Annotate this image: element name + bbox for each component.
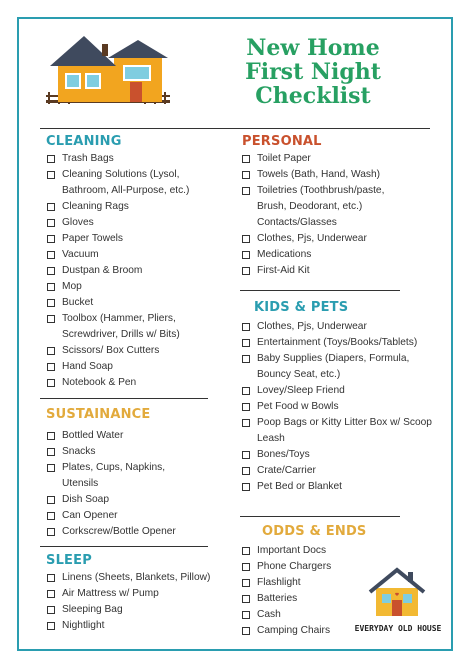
title-line-2: First Night bbox=[245, 59, 381, 85]
checklist-item[interactable] bbox=[46, 508, 176, 524]
divider bbox=[40, 398, 208, 399]
item-label: Cash bbox=[257, 609, 281, 620]
checkbox[interactable] bbox=[242, 595, 250, 603]
item-label: Bones/Toys bbox=[257, 449, 310, 460]
checklist-item-continuation bbox=[46, 327, 189, 343]
section-heading-kids-pets: KIDS & PETS bbox=[254, 300, 349, 315]
checklist-item-continuation bbox=[46, 183, 189, 199]
checkbox[interactable] bbox=[47, 590, 55, 598]
checkbox[interactable] bbox=[47, 203, 55, 211]
item-label: Linens (Sheets, Blankets, Pillow) bbox=[62, 572, 211, 583]
checklist-item[interactable] bbox=[46, 444, 176, 460]
checkbox[interactable] bbox=[47, 299, 55, 307]
logo-house-icon bbox=[368, 566, 426, 618]
section-heading-cleaning: CLEANING bbox=[46, 134, 122, 149]
checkbox[interactable] bbox=[242, 403, 250, 411]
item-label: Air Mattress w/ Pump bbox=[62, 588, 159, 599]
checklist-item[interactable] bbox=[241, 383, 432, 399]
checklist-item-continuation bbox=[241, 367, 432, 383]
item-label: Bouncy Seat, etc.) bbox=[257, 369, 341, 380]
checkbox[interactable] bbox=[242, 267, 250, 275]
item-label: Leash bbox=[257, 433, 285, 444]
checklist-item[interactable] bbox=[46, 618, 210, 634]
checklist-item[interactable] bbox=[46, 524, 176, 540]
brand-name: EVERYDAY OLD HOUSE bbox=[354, 624, 442, 633]
checkbox[interactable] bbox=[47, 606, 55, 614]
checkbox[interactable] bbox=[242, 547, 250, 555]
item-label: Batteries bbox=[257, 593, 298, 604]
item-label: Toolbox (Hammer, Pliers, bbox=[62, 313, 176, 324]
checklist-item-continuation bbox=[241, 199, 384, 215]
checkbox[interactable] bbox=[242, 467, 250, 475]
item-label: Pet Bed or Blanket bbox=[257, 481, 342, 492]
checkbox[interactable] bbox=[242, 187, 250, 195]
list-sleep bbox=[46, 570, 210, 634]
checkbox[interactable] bbox=[242, 235, 250, 243]
item-label: Gloves bbox=[62, 217, 94, 228]
section-heading-sustainance: SUSTAINANCE bbox=[46, 407, 151, 422]
checkbox[interactable] bbox=[47, 496, 55, 504]
item-label: Bathroom, All-Purpose, etc.) bbox=[62, 185, 190, 196]
section-heading-odds-ends: ODDS & ENDS bbox=[262, 524, 367, 539]
checklist-item[interactable] bbox=[46, 167, 189, 183]
item-label: Plates, Cups, Napkins, bbox=[62, 462, 166, 473]
list-personal bbox=[241, 151, 384, 279]
checkbox[interactable] bbox=[242, 419, 250, 427]
checklist-item[interactable] bbox=[46, 375, 189, 391]
checklist-item[interactable] bbox=[241, 575, 331, 591]
checklist-item[interactable] bbox=[241, 607, 331, 623]
checkbox[interactable] bbox=[242, 355, 250, 363]
divider bbox=[240, 516, 400, 517]
checklist-item[interactable] bbox=[241, 591, 331, 607]
item-label: Pet Food w Bowls bbox=[257, 401, 339, 412]
item-label: Hand Soap bbox=[62, 361, 113, 372]
divider bbox=[240, 290, 400, 291]
item-label: Paper Towels bbox=[62, 233, 123, 244]
item-label: Vacuum bbox=[62, 249, 99, 260]
item-label: Corkscrew/Bottle Opener bbox=[62, 526, 176, 537]
divider bbox=[40, 128, 430, 129]
item-label: Snacks bbox=[62, 446, 96, 457]
checklist-item[interactable] bbox=[46, 151, 189, 167]
checkbox[interactable] bbox=[47, 512, 55, 520]
checkbox[interactable] bbox=[47, 574, 55, 582]
item-label: Baby Supplies (Diapers, Formula, bbox=[257, 353, 410, 364]
item-label: Phone Chargers bbox=[257, 561, 332, 572]
item-label: Towels (Bath, Hand, Wash) bbox=[257, 169, 381, 180]
item-label: Important Docs bbox=[257, 545, 327, 556]
checklist-item[interactable] bbox=[46, 602, 210, 618]
item-label: Bottled Water bbox=[62, 430, 124, 441]
checklist-item[interactable] bbox=[241, 183, 384, 199]
checklist-item[interactable] bbox=[241, 559, 331, 575]
checklist-item[interactable] bbox=[241, 479, 432, 495]
item-label: Notebook & Pen bbox=[62, 377, 137, 388]
item-label: Lovey/Sleep Friend bbox=[257, 385, 345, 396]
checklist-item[interactable] bbox=[46, 215, 189, 231]
checklist-item[interactable] bbox=[241, 151, 384, 167]
item-label: Mop bbox=[62, 281, 82, 292]
item-label: Cleaning Solutions (Lysol, bbox=[62, 169, 180, 180]
item-label: Bucket bbox=[62, 297, 94, 308]
checkbox[interactable] bbox=[47, 251, 55, 259]
item-label: Entertainment (Toys/Books/Tablets) bbox=[257, 337, 418, 348]
checklist-item[interactable] bbox=[241, 447, 432, 463]
checkbox[interactable] bbox=[242, 387, 250, 395]
item-label: Trash Bags bbox=[62, 153, 114, 164]
checkbox[interactable] bbox=[47, 267, 55, 275]
house-illustration bbox=[44, 30, 172, 114]
item-label: Sleeping Bag bbox=[62, 604, 123, 615]
item-label: Screwdriver, Drills w/ Bits) bbox=[62, 329, 180, 340]
item-label: Cleaning Rags bbox=[62, 201, 129, 212]
checklist-item[interactable] bbox=[241, 167, 384, 183]
item-label: Utensils bbox=[62, 478, 99, 489]
checklist-item[interactable] bbox=[241, 399, 432, 415]
checklist-item[interactable] bbox=[46, 263, 189, 279]
checkbox[interactable] bbox=[47, 448, 55, 456]
item-label: Dish Soap bbox=[62, 494, 110, 505]
item-label: Camping Chairs bbox=[257, 625, 331, 636]
checkbox[interactable] bbox=[242, 563, 250, 571]
checkbox[interactable] bbox=[47, 528, 55, 536]
checkbox[interactable] bbox=[242, 627, 250, 635]
checkbox[interactable] bbox=[242, 171, 250, 179]
item-label: Medications bbox=[257, 249, 312, 260]
checkbox[interactable] bbox=[47, 283, 55, 291]
checkbox[interactable] bbox=[242, 155, 250, 163]
checklist-item[interactable] bbox=[46, 231, 189, 247]
checklist-item[interactable] bbox=[46, 428, 176, 444]
checklist-item[interactable] bbox=[46, 492, 176, 508]
list-kids-pets bbox=[241, 319, 432, 495]
item-label: Can Opener bbox=[62, 510, 118, 521]
checklist-item[interactable] bbox=[46, 247, 189, 263]
item-label: Dustpan & Broom bbox=[62, 265, 143, 276]
checklist-item[interactable] bbox=[46, 199, 189, 215]
checkbox[interactable] bbox=[47, 155, 55, 163]
item-label: First-Aid Kit bbox=[257, 265, 310, 276]
checkbox[interactable] bbox=[242, 483, 250, 491]
checkbox[interactable] bbox=[47, 315, 55, 323]
checklist-title bbox=[208, 36, 418, 108]
checkbox[interactable] bbox=[242, 323, 250, 331]
item-label: Contacts/Glasses bbox=[257, 217, 337, 228]
checkbox[interactable] bbox=[242, 579, 250, 587]
checkbox[interactable] bbox=[242, 251, 250, 259]
item-label: Toiletries (Toothbrush/paste, bbox=[257, 185, 385, 196]
item-label: Flashlight bbox=[257, 577, 301, 588]
title-line-1: New Home bbox=[246, 35, 380, 61]
checkbox[interactable] bbox=[47, 363, 55, 371]
checklist-item[interactable] bbox=[46, 570, 210, 586]
checklist-item[interactable] bbox=[46, 586, 210, 602]
checklist-item[interactable] bbox=[241, 319, 432, 335]
item-label: Clothes, Pjs, Underwear bbox=[257, 321, 367, 332]
checkbox[interactable] bbox=[242, 611, 250, 619]
item-label: Clothes, Pjs, Underwear bbox=[257, 233, 367, 244]
item-label: Nightlight bbox=[62, 620, 105, 631]
item-label: Crate/Carrier bbox=[257, 465, 316, 476]
checkbox[interactable] bbox=[242, 451, 250, 459]
checklist-item-continuation bbox=[241, 215, 384, 231]
checklist-item[interactable] bbox=[46, 343, 189, 359]
section-heading-personal: PERSONAL bbox=[242, 134, 322, 149]
checklist-item[interactable] bbox=[46, 311, 189, 327]
checklist-item[interactable] bbox=[241, 335, 432, 351]
checklist-item[interactable] bbox=[241, 351, 432, 367]
checklist-item[interactable] bbox=[241, 231, 384, 247]
checkbox[interactable] bbox=[47, 347, 55, 355]
checkbox[interactable] bbox=[47, 219, 55, 227]
checklist-item[interactable] bbox=[241, 463, 432, 479]
checklist-item[interactable] bbox=[241, 623, 331, 639]
checkbox[interactable] bbox=[47, 464, 55, 472]
checkbox[interactable] bbox=[47, 622, 55, 630]
checkbox[interactable] bbox=[47, 379, 55, 387]
section-heading-sleep: SLEEP bbox=[46, 553, 92, 568]
item-label: Brush, Deodorant, etc.) bbox=[257, 201, 363, 212]
checklist-item[interactable] bbox=[46, 359, 189, 375]
checkbox[interactable] bbox=[47, 235, 55, 243]
checklist-item-continuation bbox=[241, 431, 432, 447]
checklist-item[interactable] bbox=[46, 295, 189, 311]
checklist-item[interactable] bbox=[241, 543, 331, 559]
checklist-item[interactable] bbox=[46, 279, 189, 295]
title-line-3: Checklist bbox=[255, 83, 371, 109]
checkbox[interactable] bbox=[47, 171, 55, 179]
item-label: Poop Bags or Kitty Litter Box w/ Scoop bbox=[257, 417, 432, 428]
checklist-item[interactable] bbox=[241, 247, 384, 263]
checkbox[interactable] bbox=[242, 339, 250, 347]
checklist-item[interactable] bbox=[241, 263, 384, 279]
list-cleaning bbox=[46, 151, 189, 391]
list-sustainance bbox=[46, 428, 176, 540]
checklist-item-continuation bbox=[46, 476, 176, 492]
checklist-item[interactable] bbox=[241, 415, 432, 431]
checkbox[interactable] bbox=[47, 432, 55, 440]
checklist-item[interactable] bbox=[46, 460, 176, 476]
list-odds-ends bbox=[241, 543, 331, 639]
item-label: Toilet Paper bbox=[257, 153, 311, 164]
divider bbox=[40, 546, 208, 547]
item-label: Scissors/ Box Cutters bbox=[62, 345, 160, 356]
